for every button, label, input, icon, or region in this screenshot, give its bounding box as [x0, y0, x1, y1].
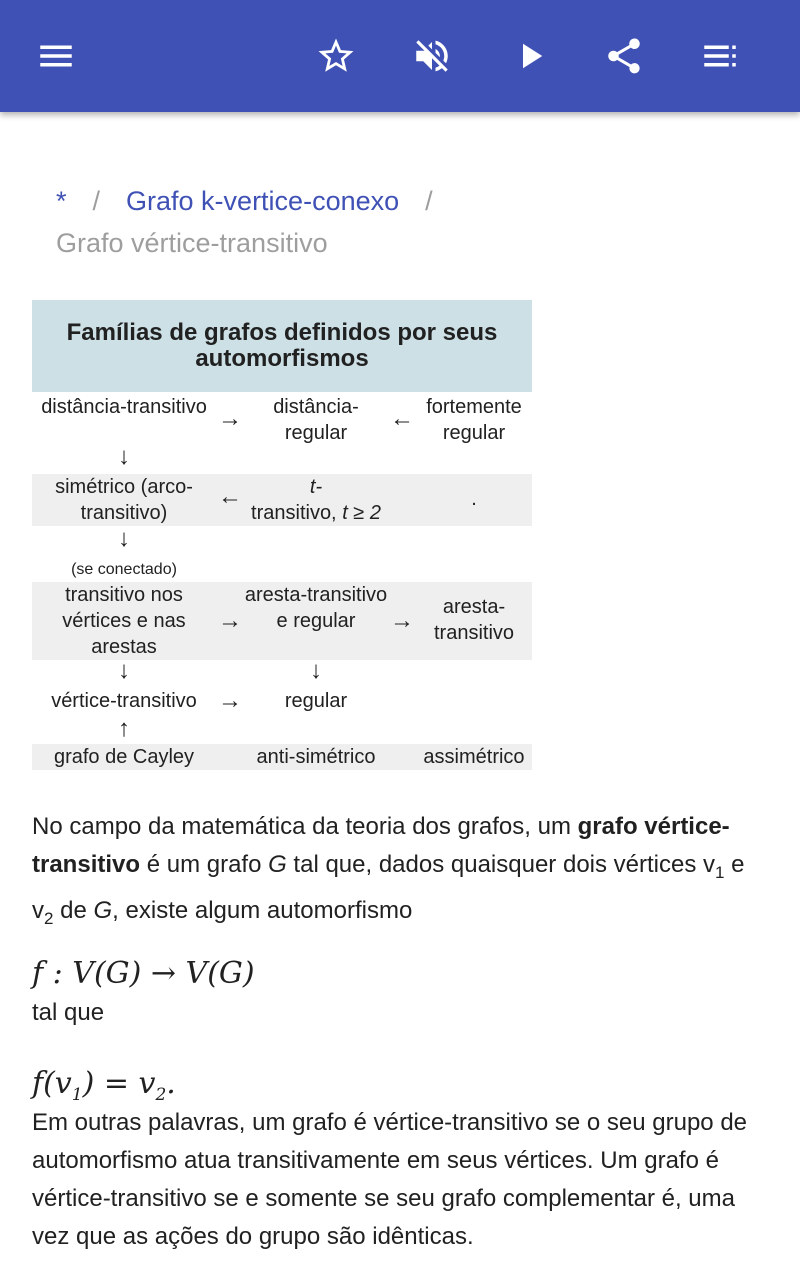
link-antisymmetric[interactable]: anti-simétrico: [256, 746, 376, 768]
text-run: e v: [32, 851, 745, 924]
link-distance-transitive[interactable]: distância-transitivo: [41, 396, 207, 418]
link-regular[interactable]: regular: [284, 690, 348, 712]
formula-part: f(v: [32, 1066, 72, 1101]
bold-term: grafo vértice-transitivo: [32, 813, 730, 878]
link-edge-transitive[interactable]: aresta-transitivo: [433, 596, 515, 644]
play-icon: [509, 35, 551, 77]
infobox-row: [32, 443, 532, 474]
link-t-transitive[interactable]: [206, 474, 426, 526]
volume-off-icon: [411, 35, 453, 77]
mute-button[interactable]: [408, 32, 456, 80]
arrow-left: ←: [390, 405, 414, 432]
arrow-right: →: [390, 607, 414, 634]
arrow-down: ↓: [118, 525, 130, 552]
math-variable: G: [268, 851, 287, 878]
menu-icon: [35, 35, 77, 77]
breadcrumb-current: Grafo vértice-transitivo: [56, 228, 328, 258]
t-variable: t-: [309, 476, 323, 498]
arrow-down: ↓: [118, 443, 130, 470]
breadcrumb-separator: /: [425, 186, 433, 216]
breadcrumb-parent-link[interactable]: Grafo k-vertice-conexo: [126, 186, 400, 216]
list-icon: [699, 35, 741, 77]
arrow-up: ↑: [118, 715, 130, 742]
text-run: tal que, dados quaisquer dois vértices v: [286, 851, 716, 878]
breadcrumb-separator: /: [92, 186, 101, 216]
star-outline-icon: [315, 35, 357, 77]
math-formula-automorphism: f : V(G) → V(G): [32, 956, 255, 991]
breadcrumb-home-link[interactable]: *: [56, 186, 67, 216]
play-button[interactable]: [506, 32, 554, 80]
arrow-down: ↓: [118, 657, 130, 684]
text-run: de: [53, 896, 94, 924]
text-run: é um grafo: [140, 851, 269, 878]
text-run: No campo da matemática da teoria dos grafos, um: [32, 813, 578, 840]
infobox-row: [32, 392, 532, 450]
menu-button[interactable]: [32, 32, 80, 80]
arrow-down: ↓: [310, 657, 322, 684]
subscript: 2: [44, 908, 54, 928]
infobox-graph-families: [32, 300, 532, 770]
infobox-row: [32, 582, 532, 660]
arrow-left: ←: [218, 483, 242, 510]
arrow-right: →: [218, 405, 242, 432]
link-vertex-edge-transitive[interactable]: transitivo nos vértices e nas arestas: [62, 584, 186, 658]
app-bar: [0, 0, 800, 112]
link-vertex-transitive[interactable]: vértice-transitivo: [51, 690, 197, 712]
subscript: 1: [71, 1085, 83, 1105]
infobox-row: [32, 474, 532, 526]
t-condition: t ≥ 2: [342, 502, 381, 524]
infobox-title: Famílias de grafos definidos por seus automorfismos: [32, 300, 532, 392]
arrow-right: →: [218, 607, 242, 634]
link-edge-transitive-regular[interactable]: aresta-transitivo e regular: [244, 584, 388, 632]
empty-cell-dot: .: [471, 488, 477, 510]
share-button[interactable]: [600, 32, 648, 80]
t-transitive-label: transitivo,: [251, 502, 337, 524]
formula-part: ) = v: [82, 1066, 156, 1101]
infobox-row: [32, 744, 532, 770]
infobox-row: [32, 715, 532, 744]
text-tal-que: tal que: [32, 999, 105, 1026]
math-variable: G: [93, 896, 113, 924]
contents-button[interactable]: [696, 32, 744, 80]
formula-part: .: [166, 1066, 176, 1101]
note-if-connected: (se conectado): [71, 561, 177, 578]
link-asymmetric[interactable]: assimétrico: [423, 746, 525, 768]
arrow-right: →: [218, 687, 242, 714]
link-distance-regular[interactable]: distância-regular: [273, 396, 359, 444]
infobox-row: [32, 657, 532, 688]
favorite-button[interactable]: [312, 32, 360, 80]
infobox-row: [32, 526, 532, 582]
share-icon: [603, 35, 645, 77]
link-strongly-regular[interactable]: fortemente regular: [426, 396, 522, 444]
link-cayley-graph[interactable]: grafo de Cayley: [53, 746, 195, 768]
infobox-row: [32, 688, 532, 718]
article-paragraph: [32, 808, 772, 938]
article-paragraph: Em outras palavras, um grafo é vértice-transitivo se o seu grupo de automorfismo atua transitivamente em seus vértices. Um grafo é vértice-transitivo se e somente se seu grafo complementar é, uma vez que as ações do grupo são idênticas.: [32, 1109, 748, 1250]
link-symmetric[interactable]: simétrico (arco-transitivo): [55, 476, 193, 524]
text-run: , existe algum automorfismo: [112, 896, 413, 924]
subscript: 1: [715, 862, 725, 882]
breadcrumb: [56, 180, 756, 264]
subscript: 2: [155, 1085, 167, 1105]
